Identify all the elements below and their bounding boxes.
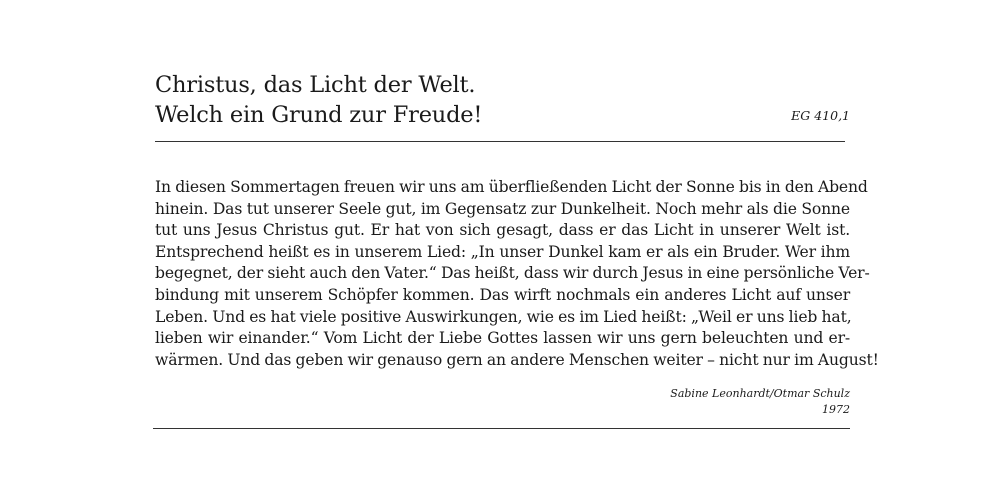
body-line: Entsprechend heißt es in unserem Lied: „In unser Dunkel kam er als ein Bruder. Wer ihm <box>155 242 850 261</box>
credit-authors: Sabine Leonhardt/Otmar Schulz <box>670 387 850 400</box>
top-divider <box>155 141 845 142</box>
body-line: In diesen Sommertagen freuen wir uns am überfließenden Licht der Sonne bis in den Abend <box>155 178 868 196</box>
body-line: lieben wir einander.“ Vom Licht der Liebe Gottes lassen wir uns gern beleuchten und er- <box>155 329 850 348</box>
bottom-divider <box>153 428 850 429</box>
body-line: bindung mit unserem Schöpfer kommen. Das wirft nochmals ein anderes Licht auf unser <box>155 285 850 304</box>
body-line: hinein. Das tut unserer Seele gut, im Gegensatz zur Dunkelheit. Noch mehr als die Sonne <box>155 199 850 218</box>
body-paragraph <box>155 177 879 371</box>
hymn-reference: EG 410,1 <box>791 108 850 123</box>
credit-year: 1972 <box>822 403 850 416</box>
body-line: tut uns Jesus Christus gut. Er hat von sich gesagt, dass er das Licht in unserer Welt ist. <box>155 221 850 240</box>
body-line: Leben. Und es hat viele positive Auswirkungen, wie es im Lied heißt: „Weil er uns lieb hat, <box>155 307 852 326</box>
page-title <box>155 70 482 130</box>
title-line-2: Welch ein Grund zur Freude! <box>155 102 483 128</box>
body-line: begegnet, der sieht auch den Vater.“ Das heißt, dass wir durch Jesus in eine persönliche Ver- <box>155 264 870 283</box>
title-line-1: Christus, das Licht der Welt. <box>155 72 476 98</box>
author-credit <box>670 386 850 418</box>
body-line: wärmen. Und das geben wir genauso gern an andere Menschen weiter – nicht nur im August! <box>155 350 879 369</box>
